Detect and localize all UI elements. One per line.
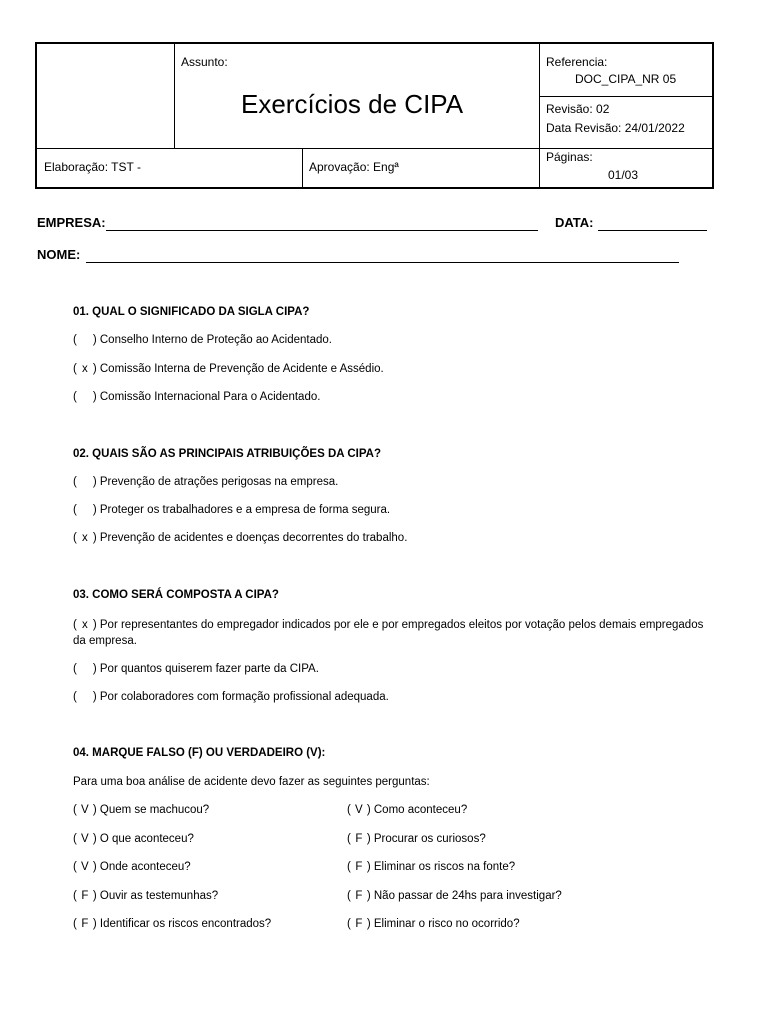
data-field[interactable] (598, 230, 707, 231)
referencia-value: DOC_CIPA_NR 05 (575, 72, 677, 86)
option: ( ) Por colaboradores com formação profissional adequada. (73, 691, 389, 703)
document-header (35, 42, 714, 189)
tf-item: ( V ) O que aconteceu? (73, 833, 194, 845)
data-label: DATA: (555, 215, 594, 230)
question-title: 03. COMO SERÁ COMPOSTA A CIPA? (73, 589, 279, 601)
option: ( ) Proteger os trabalhadores e a empresa de forma segura. (73, 504, 391, 516)
paginas-label: Páginas: (546, 150, 593, 164)
divider (37, 148, 712, 149)
tf-item: ( F ) Procurar os curiosos? (347, 833, 486, 845)
aprovacao: Aprovação: Engª (309, 160, 399, 174)
question-title: 02. QUAIS SÃO AS PRINCIPAIS ATRIBUIÇÕES DA CIPA? (73, 448, 381, 460)
divider (539, 96, 712, 97)
tf-item: ( F ) Identificar os riscos encontrados? (73, 918, 272, 930)
option: ( ) Comissão Internacional Para o Acidentado. (73, 391, 321, 403)
question-title: 04. MARQUE FALSO (F) OU VERDADEIRO (V): (73, 747, 326, 759)
option: ( x ) Comissão Interna de Prevenção de Acidente e Assédio. (73, 363, 384, 375)
question-title: 01. QUAL O SIGNIFICADO DA SIGLA CIPA? (73, 306, 310, 318)
tf-item: ( V ) Onde aconteceu? (73, 861, 191, 873)
divider (174, 44, 175, 148)
tf-item: ( F ) Ouvir as testemunhas? (73, 890, 219, 902)
tf-item: ( V ) Quem se machucou? (73, 804, 210, 816)
tf-item: ( F ) Eliminar os riscos na fonte? (347, 861, 516, 873)
tf-item: ( V ) Como aconteceu? (347, 804, 468, 816)
data-revisao: Data Revisão: 24/01/2022 (546, 121, 685, 135)
option: ( x ) Por representantes do empregador indicados por ele e por empregados eleitos por votação pelos demais empregados da empresa. (73, 619, 704, 647)
empresa-field[interactable] (106, 230, 538, 231)
nome-label: NOME: (37, 247, 81, 262)
revisao: Revisão: 02 (546, 102, 610, 116)
option: ( ) Conselho Interno de Proteção ao Acidentado. (73, 334, 332, 346)
option: ( x ) Prevenção de acidentes e doenças decorrentes do trabalho. (73, 532, 408, 544)
option: ( ) Por quantos quiserem fazer parte da CIPA. (73, 663, 319, 675)
referencia-label: Referencia: (546, 55, 608, 69)
document-title: Exercícios de CIPA (241, 89, 464, 119)
tf-item: ( F ) Eliminar o risco no ocorrido? (347, 918, 520, 930)
tf-item: ( F ) Não passar de 24hs para investigar? (347, 890, 562, 902)
question-intro: Para uma boa análise de acidente devo fazer as seguintes perguntas: (73, 776, 430, 788)
divider (302, 148, 303, 187)
elaboracao: Elaboração: TST - (44, 160, 141, 174)
paginas-value: 01/03 (608, 168, 639, 182)
divider (539, 44, 540, 187)
empresa-label: EMPRESA: (37, 215, 106, 230)
nome-field[interactable] (86, 262, 679, 263)
assunto-label: Assunto: (181, 55, 228, 69)
option: ( ) Prevenção de atrações perigosas na empresa. (73, 476, 339, 488)
